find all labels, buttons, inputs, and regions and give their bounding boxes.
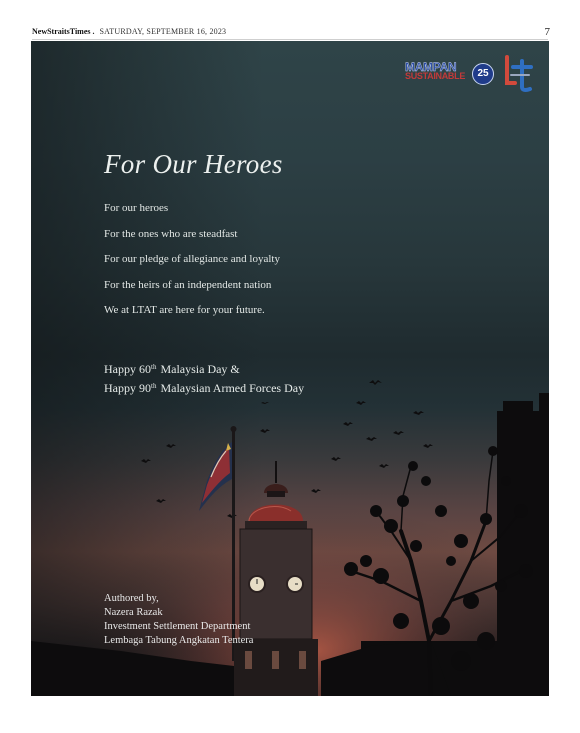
poem-line: For the ones who are steadfast [104,227,238,240]
greeting-text: Happy 60 [104,362,151,376]
author-department: Investment Settlement Department [104,621,251,632]
poem-line: For our heroes [104,202,169,214]
sustainable-logo-text: SUSTAINABLE [405,71,466,81]
author-credit [104,592,253,648]
advertisement [31,41,549,696]
greeting-armed-forces-day [104,378,304,397]
author-name: Nazera Razak [104,607,163,618]
page-number: 7 [544,26,550,38]
greeting-text: Happy 90 [104,381,151,395]
ordinal-suffix: th [151,363,157,371]
greeting-text: Malaysia Day & [157,362,240,376]
poem [104,201,280,329]
greeting [104,359,304,397]
greeting-malaysia-day [104,359,304,378]
greeting-text: Malaysian Armed Forces Day [157,381,305,395]
mampan-logo-text: MAMPAN [405,60,457,74]
header-divider [32,39,548,40]
poem-line: We at LTAT are here for your future. [104,304,265,317]
author-label: Authored by, [104,593,159,604]
ordinal-suffix: th [151,382,157,390]
poem-line: For our pledge of allegiance and loyalty [104,253,280,266]
mampan-sustainable-logo [405,60,493,86]
logo-group [405,53,545,93]
poem-line: For the heirs of an independent nation [104,278,272,291]
ad-heading: For Our Heroes [104,149,283,179]
badge-25: 25 [472,63,494,85]
ltat-logo [501,53,535,93]
issue-date: SATURDAY, SEPTEMBER 16, 2023 [99,27,227,36]
author-organization: Lembaga Tabung Angkatan Tentera [104,635,254,646]
newspaper-name: NewStraitsTimes . [32,27,95,36]
